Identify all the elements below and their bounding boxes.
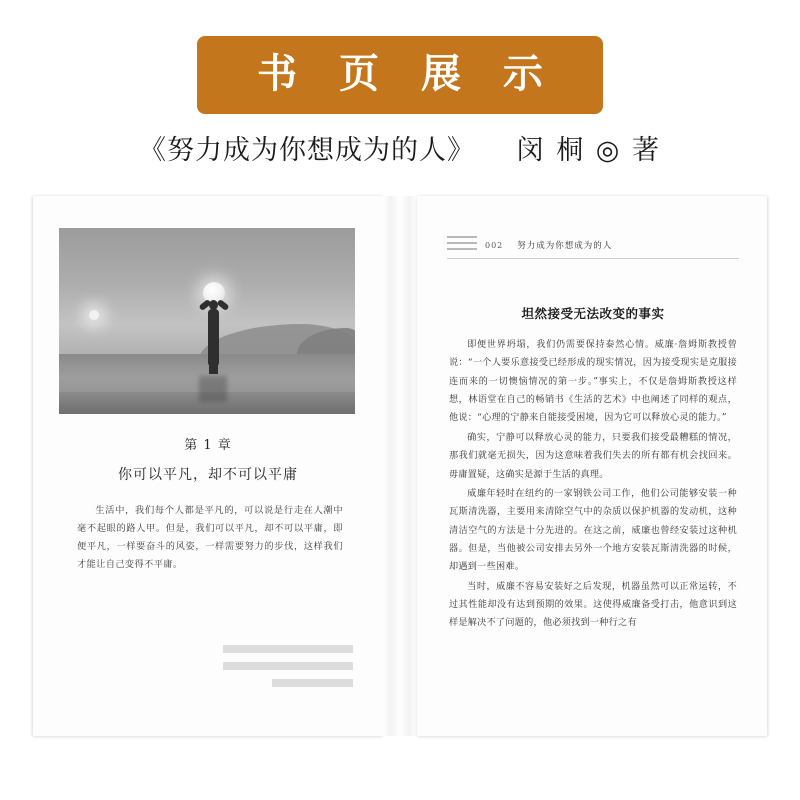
banner-title: 书 页 展 示 [197,36,603,114]
right-page-body [449,336,737,634]
decorative-line [272,679,353,687]
decorative-line [223,645,353,653]
chapter-number: 第 1 章 [184,438,232,453]
banner-wrapper [0,36,800,114]
body-paragraph: 当时，威廉不容易安装好之后发现，机器虽然可以正常运转，不过其性能却没有达到预期的效果。这使得威廉备受打击，他意识到这样是解决不了问题的，他必须找到一种行之有 [449,581,737,629]
decorative-line [223,662,353,670]
running-head-title: 努力成为你想成为的人 [517,241,613,251]
book-gutter [383,196,417,736]
body-paragraph: 确实，宁静可以释放心灵的能力，只要我们接受最糟糕的情况，那我们就毫无损失，因为这意味着我们失去的所有都有机会找回来。毋庸置疑，这确实是源于生活的真理。 [449,432,737,480]
photo-reflection [199,376,227,402]
subtitle-row [0,128,800,167]
body-paragraph: 即便世界坍塌，我们仍需要保持泰然心情。威廉·詹姆斯教授曾说：“一个人要乐意接受已经形成的现实情况，因为接受现实是克服接连而来的一切懊恼情况的第一步。”事实上，不仅是詹姆斯教授这样想，林语堂在自己的畅销书《生活的艺术》中也阐述了同样的观点，他说：“心理的宁静来自能接受困境，因为它可以释放心灵的能力。” [449,340,737,424]
chapter-photo [59,228,355,414]
chapter-title: 你可以平凡，却不可以平庸 [118,467,298,483]
running-header [447,236,612,254]
right-page [417,196,767,736]
page-number: 002 [485,240,504,250]
header-bars-icon [447,236,477,254]
section-title: 坦然接受无法改变的事实 [521,306,665,321]
photo-figure-silhouette [197,280,231,376]
decorative-lines [223,645,353,696]
book-spread [33,196,767,736]
book-author: 闵 桐 ◎ 著 [516,135,661,166]
figure-right-arm [216,299,229,311]
body-paragraph: 威廉年轻时在纽约的一家钢铁公司工作，他们公司能够安装一种瓦斯清洗器，主要用来清除空气中的杂质以保护机器的发动机，这种清洁空气的方法是十分先进的。在这之前，威廉也曾经安装过这种机器。但是，当他被公司安排去另外一个地方安装瓦斯清洗器的时候，却遇到一些困难。 [449,488,737,573]
left-page [33,196,383,736]
book-title: 《努力成为你想成为的人》 [139,135,476,166]
figure-legs [209,360,218,374]
figure-body [208,309,219,365]
photo-sun [89,310,99,320]
header-rule [447,258,739,259]
left-page-body: 生活中，我们每个人都是平凡的，可以说是行走在人潮中毫不起眼的路人甲。但是，我们可以平凡，却不可以平庸，即便平凡，一样要奋斗的风姿，一样需要努力的步伐，这样我们才能让自己变得不平庸。 [77,505,343,570]
